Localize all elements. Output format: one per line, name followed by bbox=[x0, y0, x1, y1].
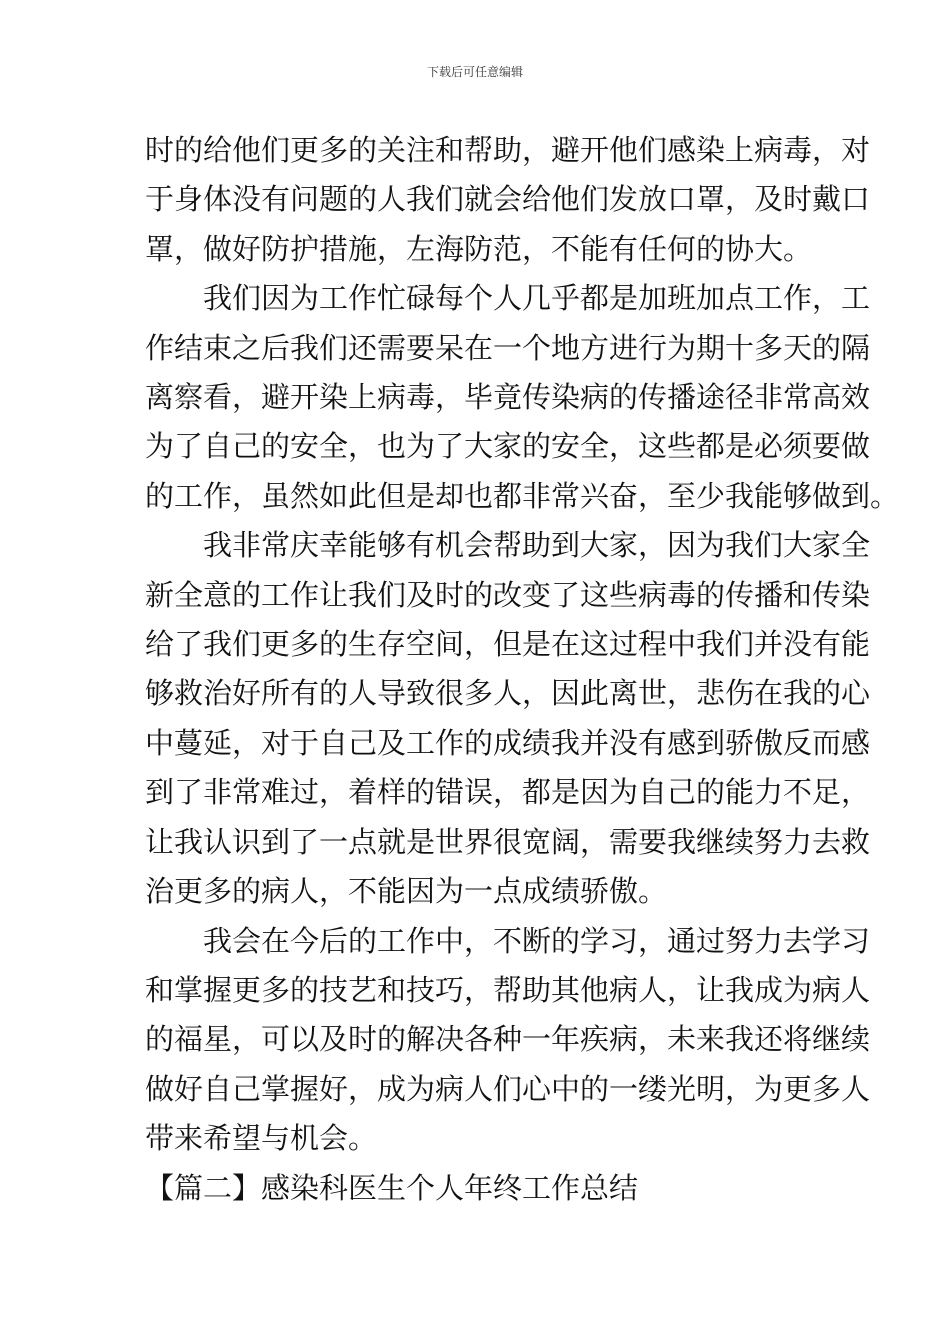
document-body bbox=[145, 126, 900, 1213]
text-line: 的工作，虽然如此但是却也都非常兴奋，至少我能够做到。 bbox=[145, 478, 900, 513]
text-line: 中蔓延，对于自己及工作的成绩我并没有感到骄傲反而感 bbox=[145, 725, 871, 760]
text-line: 让我认识到了一点就是世界很宽阔，需要我继续努力去救 bbox=[145, 824, 871, 859]
text-line: 给了我们更多的生存空间，但是在这过程中我们并没有能 bbox=[145, 627, 871, 662]
text-line: 于身体没有问题的人我们就会给他们发放口罩，及时戴口 bbox=[145, 182, 871, 217]
text-line: 为了自己的安全，也为了大家的安全，这些都是必须要做 bbox=[145, 429, 871, 464]
text-line: 离察看，避开染上病毒，毕竟传染病的传播途径非常高效 bbox=[145, 380, 871, 415]
text-line: 作结束之后我们还需要呆在一个地方进行为期十多天的隔 bbox=[145, 330, 871, 365]
paragraph bbox=[145, 521, 871, 916]
paragraph bbox=[145, 917, 871, 1164]
text-line: 够救治好所有的人导致很多人，因此离世，悲伤在我的心 bbox=[145, 676, 871, 711]
section-title: 【篇二】感染科医生个人年终工作总结 bbox=[145, 1170, 639, 1205]
text-line: 到了非常难过，着样的错误，都是因为自己的能力不足， bbox=[145, 775, 871, 810]
text-line: 和掌握更多的技艺和技巧，帮助其他病人，让我成为病人 bbox=[145, 972, 871, 1007]
text-line: 新全意的工作让我们及时的改变了这些病毒的传播和传染 bbox=[145, 577, 871, 612]
paragraph bbox=[145, 274, 900, 521]
text-line: 我非常庆幸能够有机会帮助到大家，因为我们大家全 bbox=[203, 528, 871, 563]
text-line: 治更多的病人，不能因为一点成绩骄傲。 bbox=[145, 874, 668, 909]
paragraph bbox=[145, 126, 871, 274]
text-line: 的福星，可以及时的解决各种一年疾病，未来我还将继续 bbox=[145, 1022, 871, 1057]
text-line: 做好自己掌握好，成为病人们心中的一缕光明，为更多人 bbox=[145, 1071, 871, 1106]
text-line: 罩，做好防护措施，左海防范，不能有任何的协大。 bbox=[145, 231, 813, 266]
text-line: 我们因为工作忙碌每个人几乎都是加班加点工作，工 bbox=[203, 281, 871, 316]
text-line: 带来希望与机会。 bbox=[145, 1121, 378, 1156]
text-line: 我会在今后的工作中，不断的学习，通过努力去学习 bbox=[203, 923, 871, 958]
page-header: 下载后可任意编辑 bbox=[426, 65, 523, 79]
text-line: 时的给他们更多的关注和帮助，避开他们感染上病毒，对 bbox=[145, 133, 871, 167]
